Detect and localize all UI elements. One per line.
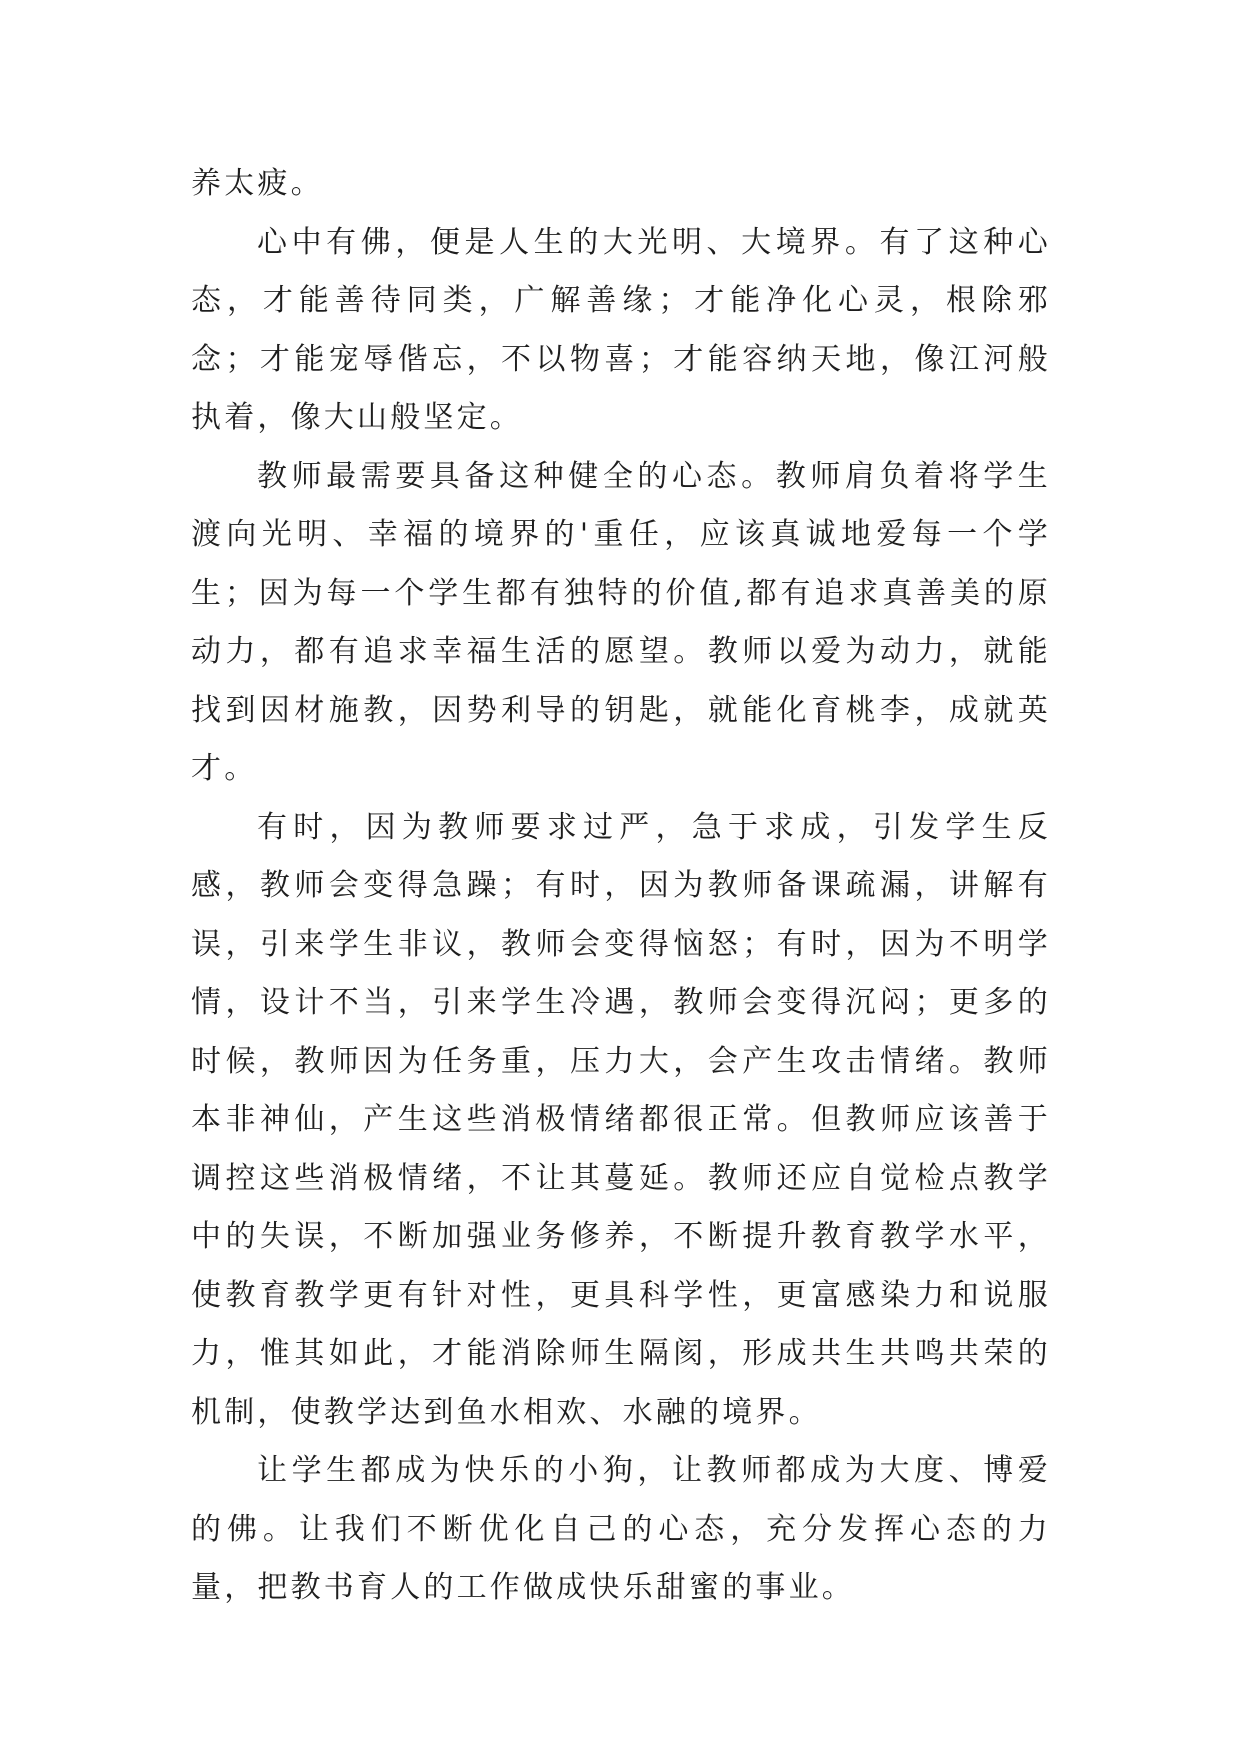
paragraph-continuation: 养太疲。 [191,166,324,201]
paragraph-conclusion: 让学生都成为快乐的小狗，让教师都成为大度、博爱的佛。让我们不断优化自己的心态，充分发挥心态的力量，把教书育人的工作做成快乐甜蜜的事业。 [191,1453,1051,1605]
paragraph-teacher-mindset: 教师最需要具备这种健全的心态。教师肩负着将学生渡向光明、幸福的境界的'重任，应该真诚地爱每一个学生；因为每一个学生都有独特的价值,都有追求真善美的原动力，都有追求幸福生活的愿望。教师以爱为动力，就能找到因材施教，因势利导的钥匙，就能化育桃李，成就英才。 [191,458,1051,786]
paragraph-negative-emotions: 有时，因为教师要求过严，急于求成，引发学生反感，教师会变得急躁；有时，因为教师备课疏漏，讲解有误，引来学生非议，教师会变得恼怒；有时，因为不明学情，设计不当，引来学生冷遇，教师会变得沉闷；更多的时候，教师因为任务重，压力大，会产生攻击情绪。教师本非神仙，产生这些消极情绪都很正常。但教师应该善于调控这些消极情绪，不让其蔓延。教师还应自觉检点教学中的失误，不断加强业务修养，不断提升教育教学水平，使教育教学更有针对性，更具科学性，更富感染力和说服力，惟其如此，才能消除师生隔阂，形成共生共鸣共荣的机制，使教学达到鱼水相欢、水融的境界。 [191,809,1051,1430]
document-body [191,155,1051,1618]
paragraph-buddha-mind: 心中有佛，便是人生的大光明、大境界。有了这种心态，才能善待同类，广解善缘；才能净化心灵，根除邪念；才能宠辱偕忘，不以物喜；才能容纳天地，像江河般执着，像大山般坚定。 [191,224,1051,435]
